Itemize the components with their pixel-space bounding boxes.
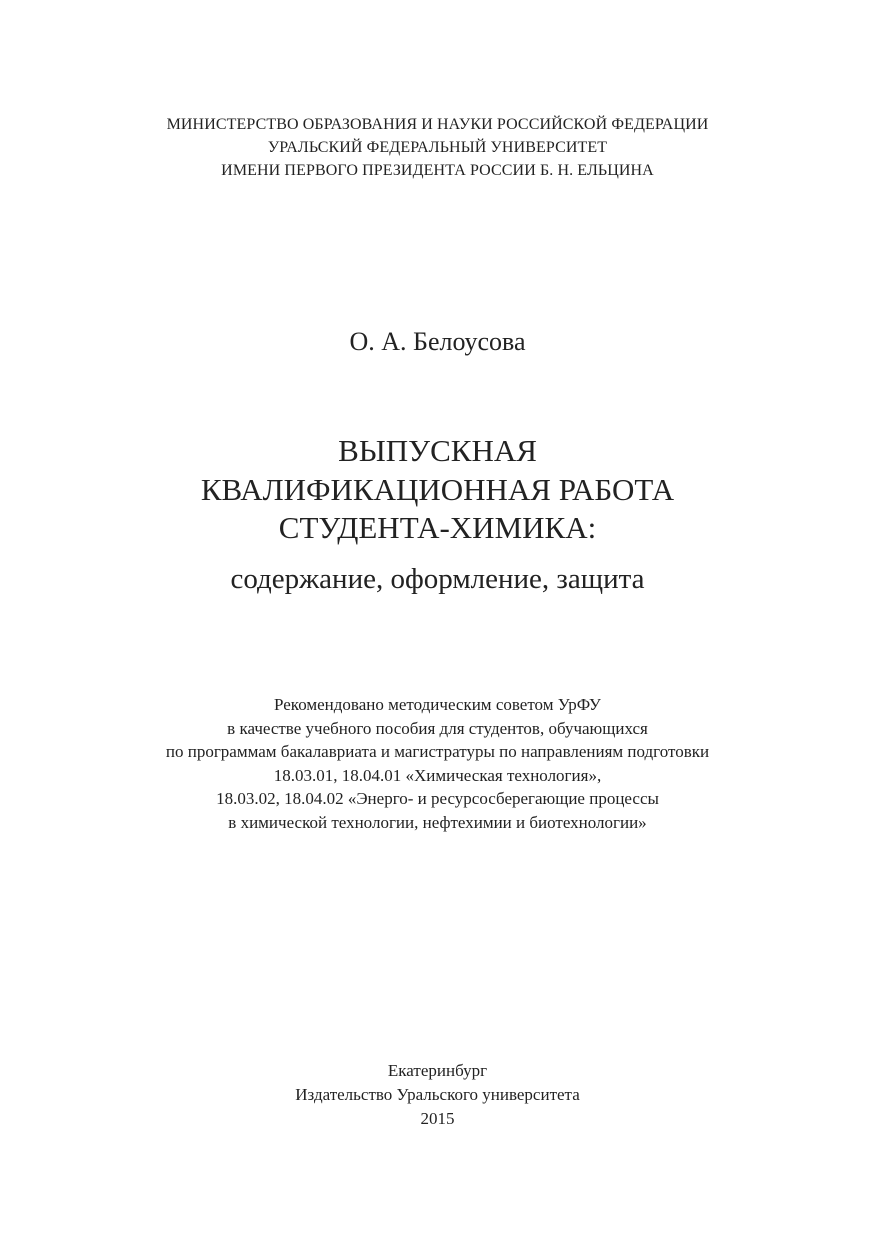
ministry-header [0, 113, 875, 182]
university-line: УРАЛЬСКИЙ ФЕДЕРАЛЬНЫЙ УНИВЕРСИТЕТ [267, 139, 608, 156]
recommendation-line: в качестве учебного пособия для студентов, обучающихся [227, 718, 648, 738]
recommendation-line: 18.03.02, 18.04.02 «Энерго- и ресурсосберегающие процессы [216, 789, 659, 808]
title-line: СТУДЕНТА-ХИМИКА: [278, 510, 597, 545]
imprint-year: 2015 [420, 1109, 455, 1128]
recommendation-note [0, 693, 875, 834]
imprint [0, 1059, 875, 1131]
recommendation-line: 18.03.01, 18.04.01 «Химическая технология», [273, 765, 602, 785]
title-line: КВАЛИФИКАЦИОННАЯ РАБОТА [200, 471, 675, 507]
book-subtitle: содержание, оформление, защита [230, 563, 645, 595]
imprint-city: Екатеринбург [387, 1061, 488, 1080]
title-line: ВЫПУСКНАЯ [338, 433, 537, 468]
recommendation-line: по программам бакалавриата и магистратуры по направлениям подготовки [165, 742, 710, 761]
book-title [0, 432, 875, 548]
recommendation-line: в химической технологии, нефтехимии и биотехнологии» [228, 812, 647, 832]
imprint-publisher: Издательство Уральского университета [295, 1085, 580, 1104]
ministry-line: МИНИСТЕРСТВО ОБРАЗОВАНИЯ И НАУКИ РОССИЙСКОЙ ФЕДЕРАЦИИ [166, 116, 709, 133]
recommendation-line: Рекомендовано методическим советом УрФУ [274, 695, 601, 714]
university-name-line: ИМЕНИ ПЕРВОГО ПРЕЗИДЕНТА РОССИИ Б. Н. ЕЛЬЦИНА [221, 162, 654, 179]
author-name: О. А. Белоусова [349, 327, 526, 356]
